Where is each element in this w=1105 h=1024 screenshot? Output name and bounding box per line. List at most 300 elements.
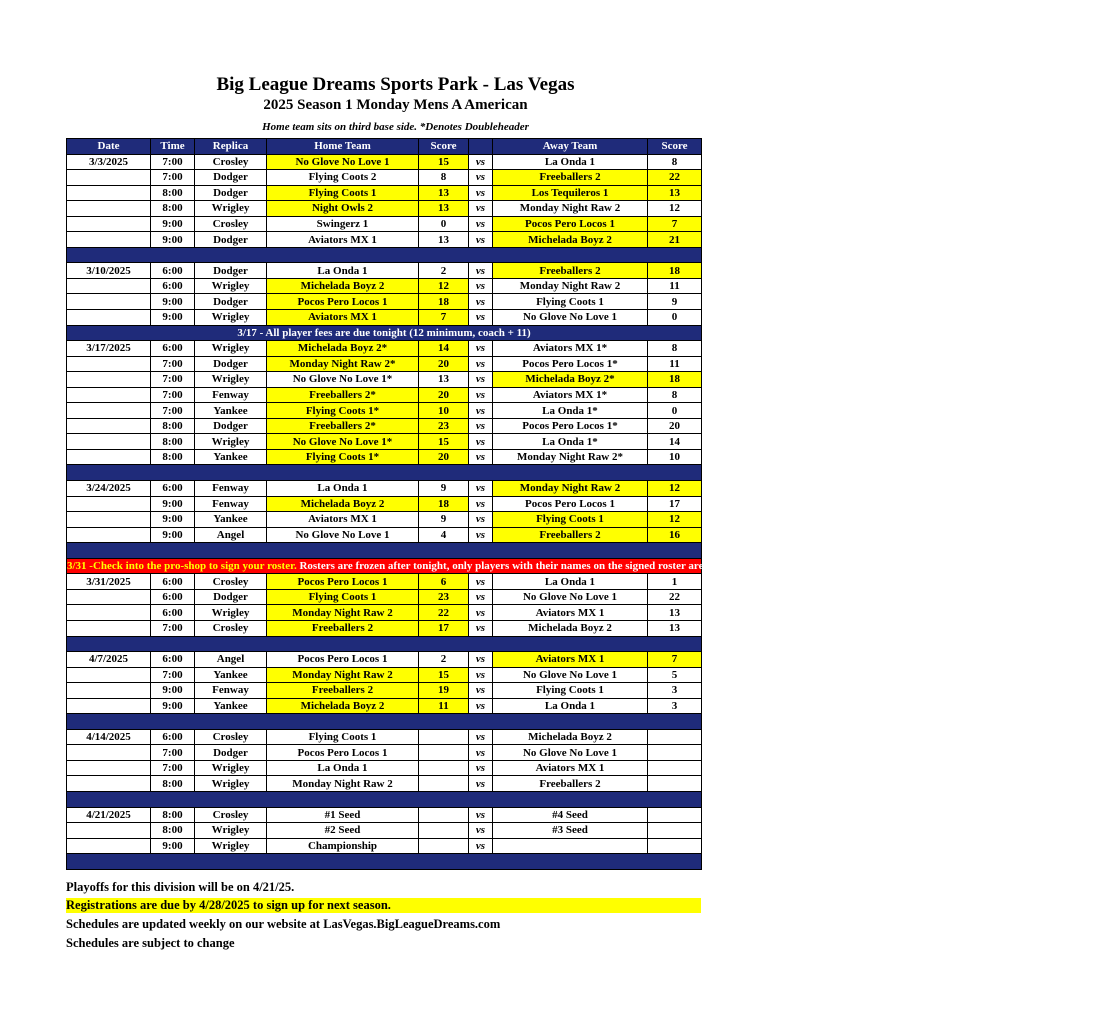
schedule-body [67,154,1105,869]
game-row [67,652,702,668]
home-team: No Glove No Love 1* [267,434,419,450]
game-date [67,201,151,217]
game-time: 8:00 [151,449,195,465]
vs-label: vs [469,185,493,201]
home-team: Monday Night Raw 2 [267,776,419,792]
away-team: Michelada Boyz 2 [493,232,648,248]
vs-label: vs [469,729,493,745]
vs-label: vs [469,745,493,761]
away-team: No Glove No Love 1 [493,589,648,605]
vs-label: vs [469,496,493,512]
game-time: 9:00 [151,310,195,326]
away-score: 12 [648,201,702,217]
game-date [67,683,151,699]
separator-cell [67,543,702,559]
vs-label: vs [469,403,493,419]
game-row [67,527,702,543]
away-team: No Glove No Love 1 [493,667,648,683]
home-team: Aviators MX 1 [267,310,419,326]
away-team: Aviators MX 1 [493,605,648,621]
game-date [67,310,151,326]
game-time: 7:00 [151,372,195,388]
page-subtitle: 2025 Season 1 Monday Mens A American [263,97,528,113]
game-time: 9:00 [151,294,195,310]
game-field: Angel [195,652,267,668]
game-row [67,387,702,403]
game-time: 9:00 [151,838,195,854]
away-score: 8 [648,154,702,170]
away-team: Freeballers 2 [493,527,648,543]
away-team: La Onda 1 [493,698,648,714]
game-time: 8:00 [151,823,195,839]
week-separator [67,465,702,481]
game-field: Fenway [195,387,267,403]
away-score [648,823,702,839]
home-team: Monday Night Raw 2 [267,605,419,621]
game-field: Dodger [195,356,267,372]
game-date [67,418,151,434]
game-field: Wrigley [195,838,267,854]
game-field: Fenway [195,496,267,512]
col-home-team: Home Team [267,139,419,155]
away-score: 7 [648,216,702,232]
separator-cell [67,854,702,870]
vs-label: vs [469,387,493,403]
home-team: La Onda 1 [267,263,419,279]
game-date: 4/21/2025 [67,807,151,823]
game-row [67,449,702,465]
game-field: Yankee [195,449,267,465]
away-team: No Glove No Love 1 [493,310,648,326]
vs-label: vs [469,667,493,683]
home-team: Swingerz 1 [267,216,419,232]
game-date [67,449,151,465]
game-row [67,216,702,232]
game-time: 6:00 [151,729,195,745]
away-score: 0 [648,403,702,419]
footer-registration: Registrations are due by 4/28/2025 to sign up for next season. [66,898,701,913]
separator-cell [67,714,702,730]
game-field: Wrigley [195,372,267,388]
game-row [67,823,702,839]
game-row [67,294,702,310]
game-date [67,620,151,636]
away-score: 8 [648,341,702,357]
vs-label: vs [469,310,493,326]
home-team: Monday Night Raw 2 [267,667,419,683]
vs-label: vs [469,620,493,636]
game-date [67,745,151,761]
away-score [648,760,702,776]
game-row [67,776,702,792]
week-separator [67,714,702,730]
game-field: Angel [195,527,267,543]
away-team: Freeballers 2 [493,776,648,792]
col-away-score: Score [648,139,702,155]
home-score: 13 [419,185,469,201]
home-team: Flying Coots 1 [267,185,419,201]
game-time: 9:00 [151,698,195,714]
home-team: Night Owls 2 [267,201,419,217]
page-title: Big League Dreams Sports Park - Las Vegas [216,74,575,95]
game-field: Dodger [195,589,267,605]
vs-label: vs [469,605,493,621]
away-team: Pocos Pero Locos 1 [493,496,648,512]
away-team: Michelada Boyz 2 [493,729,648,745]
game-row [67,278,702,294]
away-team: La Onda 1* [493,403,648,419]
away-team: Freeballers 2 [493,263,648,279]
home-score [419,776,469,792]
away-score: 20 [648,418,702,434]
away-score: 8 [648,387,702,403]
game-row [67,760,702,776]
away-score: 3 [648,698,702,714]
away-score: 17 [648,496,702,512]
home-score: 18 [419,294,469,310]
vs-label: vs [469,807,493,823]
game-row [67,667,702,683]
home-team: Championship [267,838,419,854]
away-team: Freeballers 2 [493,170,648,186]
game-row [67,341,702,357]
game-time: 8:00 [151,807,195,823]
game-date [67,776,151,792]
home-score: 20 [419,356,469,372]
game-field: Dodger [195,263,267,279]
vs-label: vs [469,823,493,839]
game-row [67,356,702,372]
game-date [67,372,151,388]
game-field: Fenway [195,683,267,699]
game-date [67,356,151,372]
away-score: 3 [648,683,702,699]
home-team: Freeballers 2 [267,620,419,636]
game-date [67,170,151,186]
away-score: 12 [648,512,702,528]
away-score: 11 [648,278,702,294]
roster-alert [67,558,1105,574]
away-score: 22 [648,589,702,605]
away-team: Aviators MX 1* [493,341,648,357]
home-team: Aviators MX 1 [267,512,419,528]
game-field: Wrigley [195,776,267,792]
game-date: 3/24/2025 [67,481,151,497]
vs-label: vs [469,760,493,776]
game-field: Yankee [195,667,267,683]
game-time: 6:00 [151,589,195,605]
game-row [67,838,702,854]
home-team: No Glove No Love 1 [267,527,419,543]
game-date: 3/17/2025 [67,341,151,357]
game-row [67,745,702,761]
home-score: 19 [419,683,469,699]
week-separator [67,247,702,263]
game-row [67,512,702,528]
week-separator [67,854,702,870]
game-row [67,620,702,636]
game-time: 7:00 [151,170,195,186]
col-vs [469,139,493,155]
home-team: Flying Coots 1* [267,449,419,465]
game-time: 9:00 [151,512,195,528]
separator-cell [67,791,702,807]
vs-label: vs [469,356,493,372]
week-separator [67,636,702,652]
vs-label: vs [469,341,493,357]
vs-label: vs [469,372,493,388]
game-field: Wrigley [195,310,267,326]
vs-label: vs [469,574,493,590]
away-score [648,729,702,745]
home-team: Pocos Pero Locos 1 [267,574,419,590]
game-field: Dodger [195,745,267,761]
vs-label: vs [469,512,493,528]
game-time: 8:00 [151,418,195,434]
vs-label: vs [469,449,493,465]
game-date [67,434,151,450]
home-score [419,745,469,761]
away-team: Michelada Boyz 2 [493,620,648,636]
game-row [67,232,702,248]
away-team: Aviators MX 1 [493,652,648,668]
away-team: Pocos Pero Locos 1* [493,418,648,434]
game-time: 8:00 [151,185,195,201]
game-time: 6:00 [151,263,195,279]
away-team: Los Tequileros 1 [493,185,648,201]
game-field: Crosley [195,216,267,232]
home-team: Flying Coots 1* [267,403,419,419]
separator-cell [67,636,702,652]
game-date [67,403,151,419]
col-date: Date [67,139,151,155]
game-field: Crosley [195,729,267,745]
game-row [67,418,702,434]
game-time: 7:00 [151,620,195,636]
home-score: 9 [419,512,469,528]
game-time: 6:00 [151,652,195,668]
footer-disclaimer: Schedules are subject to change [66,936,235,950]
game-time: 8:00 [151,201,195,217]
week-separator [67,791,702,807]
game-time: 8:00 [151,776,195,792]
game-field: Wrigley [195,605,267,621]
game-row [67,683,702,699]
home-score: 4 [419,527,469,543]
game-date [67,527,151,543]
away-score: 10 [648,449,702,465]
away-team: Michelada Boyz 2* [493,372,648,388]
home-team: Pocos Pero Locos 1 [267,745,419,761]
home-team: Michelada Boyz 2* [267,341,419,357]
vs-label: vs [469,481,493,497]
away-score: 12 [648,481,702,497]
vs-label: vs [469,294,493,310]
home-score: 2 [419,652,469,668]
away-score: 5 [648,667,702,683]
away-team: La Onda 1 [493,154,648,170]
home-team: Flying Coots 1 [267,729,419,745]
game-date: 4/14/2025 [67,729,151,745]
game-date [67,838,151,854]
game-time: 6:00 [151,341,195,357]
game-date: 3/31/2025 [67,574,151,590]
game-date [67,605,151,621]
game-date: 3/3/2025 [67,154,151,170]
home-score: 22 [419,605,469,621]
home-score: 2 [419,263,469,279]
away-team: Flying Coots 1 [493,294,648,310]
home-score: 10 [419,403,469,419]
game-field: Yankee [195,698,267,714]
vs-label: vs [469,434,493,450]
vs-label: vs [469,216,493,232]
home-team: Michelada Boyz 2 [267,698,419,714]
away-score: 11 [648,356,702,372]
away-team: #4 Seed [493,807,648,823]
game-field: Wrigley [195,823,267,839]
vs-label: vs [469,170,493,186]
game-time: 6:00 [151,574,195,590]
home-score: 15 [419,154,469,170]
col-replica: Replica [195,139,267,155]
home-score [419,760,469,776]
away-team: La Onda 1 [493,574,648,590]
game-date [67,387,151,403]
away-score: 0 [648,310,702,326]
home-team: Freeballers 2* [267,387,419,403]
home-score: 15 [419,667,469,683]
game-time: 6:00 [151,605,195,621]
game-field: Wrigley [195,341,267,357]
game-field: Fenway [195,481,267,497]
away-team: Monday Night Raw 2* [493,449,648,465]
home-team: #1 Seed [267,807,419,823]
game-field: Dodger [195,170,267,186]
game-row [67,807,702,823]
game-row [67,372,702,388]
home-team: Flying Coots 2 [267,170,419,186]
away-team: Monday Night Raw 2 [493,201,648,217]
week-separator [67,543,702,559]
game-time: 9:00 [151,232,195,248]
vs-label: vs [469,201,493,217]
vs-label: vs [469,683,493,699]
game-time: 7:00 [151,356,195,372]
game-time: 9:00 [151,496,195,512]
game-time: 7:00 [151,387,195,403]
game-time: 9:00 [151,683,195,699]
game-date [67,216,151,232]
game-time: 7:00 [151,760,195,776]
away-team: Aviators MX 1 [493,760,648,776]
away-score: 13 [648,185,702,201]
game-row [67,263,702,279]
away-score: 7 [648,652,702,668]
vs-label: vs [469,263,493,279]
home-team: Pocos Pero Locos 1 [267,652,419,668]
game-date [67,589,151,605]
game-date [67,698,151,714]
game-row [67,481,702,497]
vs-label: vs [469,527,493,543]
separator-cell [67,247,702,263]
home-team: Flying Coots 1 [267,589,419,605]
vs-label: vs [469,278,493,294]
home-score: 7 [419,310,469,326]
away-score [648,776,702,792]
game-date: 4/7/2025 [67,652,151,668]
home-score: 15 [419,434,469,450]
away-team: Pocos Pero Locos 1 [493,216,648,232]
game-field: Dodger [195,185,267,201]
away-score [648,745,702,761]
game-time: 6:00 [151,481,195,497]
game-date [67,294,151,310]
home-score: 23 [419,418,469,434]
game-field: Dodger [195,418,267,434]
home-score: 20 [419,387,469,403]
game-row [67,201,702,217]
game-field: Crosley [195,574,267,590]
vs-label: vs [469,232,493,248]
home-score: 13 [419,232,469,248]
vs-label: vs [469,698,493,714]
home-team: Michelada Boyz 2 [267,496,419,512]
game-date [67,232,151,248]
game-field: Crosley [195,620,267,636]
game-field: Yankee [195,403,267,419]
home-team: La Onda 1 [267,481,419,497]
game-row [67,310,702,326]
away-score: 13 [648,605,702,621]
home-team: Freeballers 2* [267,418,419,434]
game-time: 7:00 [151,154,195,170]
game-field: Crosley [195,154,267,170]
roster-alert-text: Rosters are frozen after tonight, only players with their names on the signed roster are eligible for playoffs. Please check carefully as changes will not be made for omissions. [296,560,1105,573]
announcement-row [67,325,702,341]
home-score: 20 [419,449,469,465]
game-row [67,185,702,201]
away-score: 16 [648,527,702,543]
game-row [67,574,702,590]
away-score: 18 [648,372,702,388]
game-field: Dodger [195,232,267,248]
home-team: No Glove No Love 1 [267,154,419,170]
game-field: Dodger [195,294,267,310]
home-score: 11 [419,698,469,714]
game-row [67,403,702,419]
home-score: 14 [419,341,469,357]
vs-label: vs [469,589,493,605]
home-score: 23 [419,589,469,605]
game-row [67,589,702,605]
game-field: Crosley [195,807,267,823]
home-team: Pocos Pero Locos 1 [267,294,419,310]
home-score [419,807,469,823]
away-score: 9 [648,294,702,310]
away-team: Pocos Pero Locos 1* [493,356,648,372]
home-score: 12 [419,278,469,294]
game-time: 7:00 [151,745,195,761]
game-row [67,170,702,186]
away-team: Flying Coots 1 [493,512,648,528]
header-row [67,139,702,155]
game-time: 7:00 [151,667,195,683]
home-score [419,729,469,745]
away-team: Aviators MX 1* [493,387,648,403]
game-time: 9:00 [151,527,195,543]
